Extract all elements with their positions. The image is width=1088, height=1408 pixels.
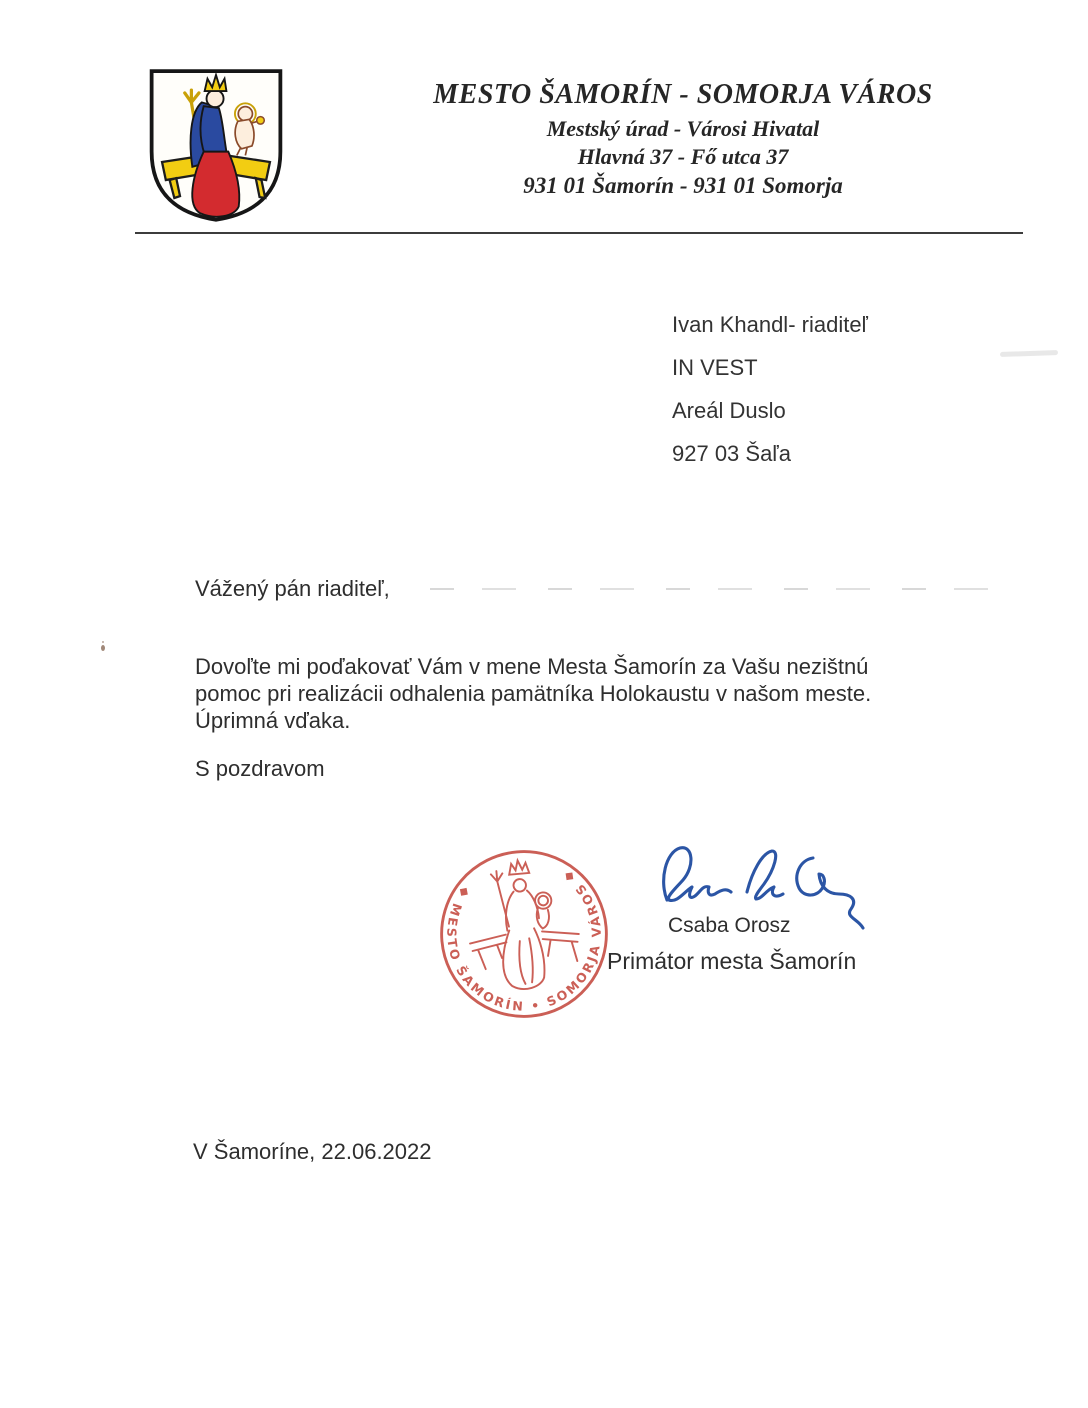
recipient-block: [672, 303, 868, 475]
recipient-line: Areál Duslo: [672, 398, 786, 423]
salutation: Vážený pán riaditeľ,: [195, 576, 390, 601]
dateline: V Šamoríne, 22.06.2022: [193, 1139, 432, 1164]
recipient-line: 927 03 Šaľa: [672, 441, 791, 466]
recipient-line: IN VEST: [672, 355, 758, 380]
coat-of-arms: [145, 62, 287, 228]
scan-smudge: [1000, 350, 1058, 357]
stamp-ring-text: ◆ MESTO ŠAMORÍN • SOMORJA VÁROS ◆: [444, 866, 604, 1014]
closing: S pozdravom: [195, 756, 325, 781]
postal-address: 931 01 Šamorín - 931 01 Somorja: [523, 173, 843, 198]
street-address: Hlavná 37 - Fő utca 37: [577, 144, 789, 169]
header-divider: [135, 232, 1023, 234]
letterhead: [403, 78, 963, 200]
scan-dash-artifact: [430, 588, 1005, 590]
office-name: Mestský úrad - Városi Hivatal: [546, 116, 820, 141]
recipient-line: Ivan Khandl- riaditeľ: [672, 312, 868, 337]
city-stamp: [425, 835, 622, 1032]
signer-title: Primátor mesta Šamorín: [607, 948, 857, 974]
signer-name: Csaba Orosz: [668, 914, 791, 937]
scan-speck: [100, 641, 106, 651]
org-name: MESTO ŠAMORÍN - SOMORJA VÁROS: [433, 79, 933, 110]
body-paragraph: Dovoľte mi poďakovať Vám v mene Mesta Šamorín za Vašu nezištnú pomoc pri realizácii odhalenia pamätníka Holokaustu v našom meste. Úprimná vďaka.: [195, 654, 872, 733]
